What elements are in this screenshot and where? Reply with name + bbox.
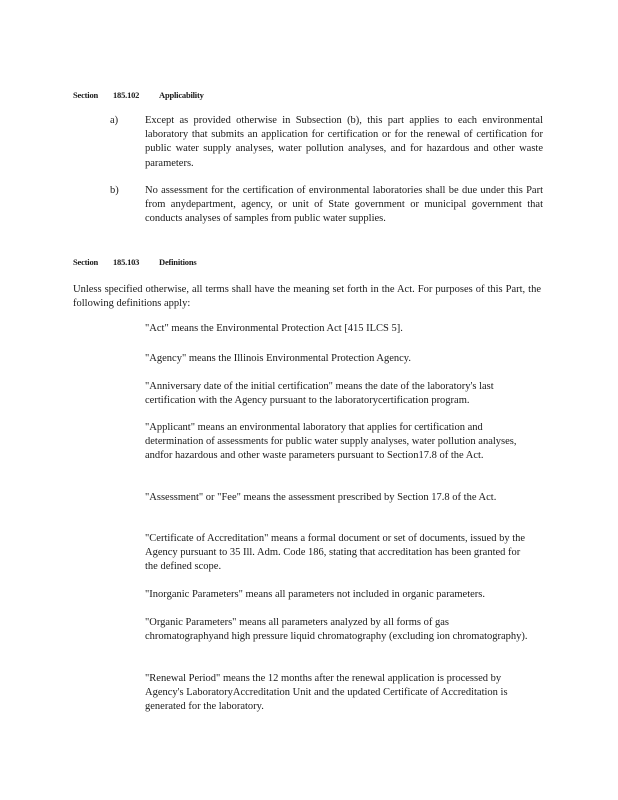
section-label: Section <box>73 257 99 267</box>
definitions-intro: Unless specified otherwise, all terms shall have the meaning set forth in the Act. For purposes of this Part, the following definitions apply: <box>73 284 541 310</box>
definition-certificate-of-accreditation: "Certificate of Accreditation" means a formal document or set of documents, issued by the Agency pursuant to 35 Ill. Adm. Code 186, stating that accreditation has been granted for the defined scope. <box>145 533 526 573</box>
list-item-label: b) <box>110 185 119 196</box>
definition-inorganic-parameters: "Inorganic Parameters" means all parameters not included in organic parameters. <box>145 589 485 600</box>
definition-renewal-period: "Renewal Period" means the 12 months after the renewal application is processed by Agency's LaboratoryAccreditation Unit and the updated Certificate of Accreditation is generated for the laboratory. <box>145 673 508 713</box>
section-number: 185.102 <box>113 90 140 100</box>
section-title: Definitions <box>159 257 197 267</box>
list-item-label: a) <box>110 115 119 126</box>
definition-assessment: "Assessment" or "Fee" means the assessment prescribed by Section 17.8 of the Act. <box>145 492 497 503</box>
definition-applicant: "Applicant" means an environmental laboratory that applies for certification and determination of assessments for public water supply analyses, water pollution analyses, andfor hazardous and other waste parameters pursuant to Section17.8 of the Act. <box>145 422 517 462</box>
definition-anniversary-date: "Anniversary date of the initial certification" means the date of the laboratory's last certification with the Agency pursuant to the laboratorycertification program. <box>145 381 494 407</box>
list-item-text: No assessment for the certification of environmental laboratories shall be due under this Part from anydepartment, agency, or unit of State government or municipal government that conducts analyses of samples from public water supplies. <box>145 185 543 225</box>
list-item-a <box>110 114 543 174</box>
section-label: Section <box>73 90 99 100</box>
definition-agency: "Agency" means the Illinois Environmental Protection Agency. <box>145 353 411 364</box>
definition-act: "Act" means the Environmental Protection Act [415 ILCS 5]. <box>145 323 403 334</box>
section-title: Applicability <box>159 90 204 100</box>
list-item-text: Except as provided otherwise in Subsection (b), this part applies to each environmental laboratory that submits an application for certification or for the renewal of certification for public water supply analyses, water pollution analyses, and for hazardous and other waste parameters. <box>145 115 543 169</box>
definition-organic-parameters: "Organic Parameters" means all parameters analyzed by all forms of gas chromatographyand high pressure liquid chromatography (excluding ion chromatography). <box>145 617 528 643</box>
list-item-b <box>110 184 543 244</box>
section-number: 185.103 <box>113 257 140 267</box>
